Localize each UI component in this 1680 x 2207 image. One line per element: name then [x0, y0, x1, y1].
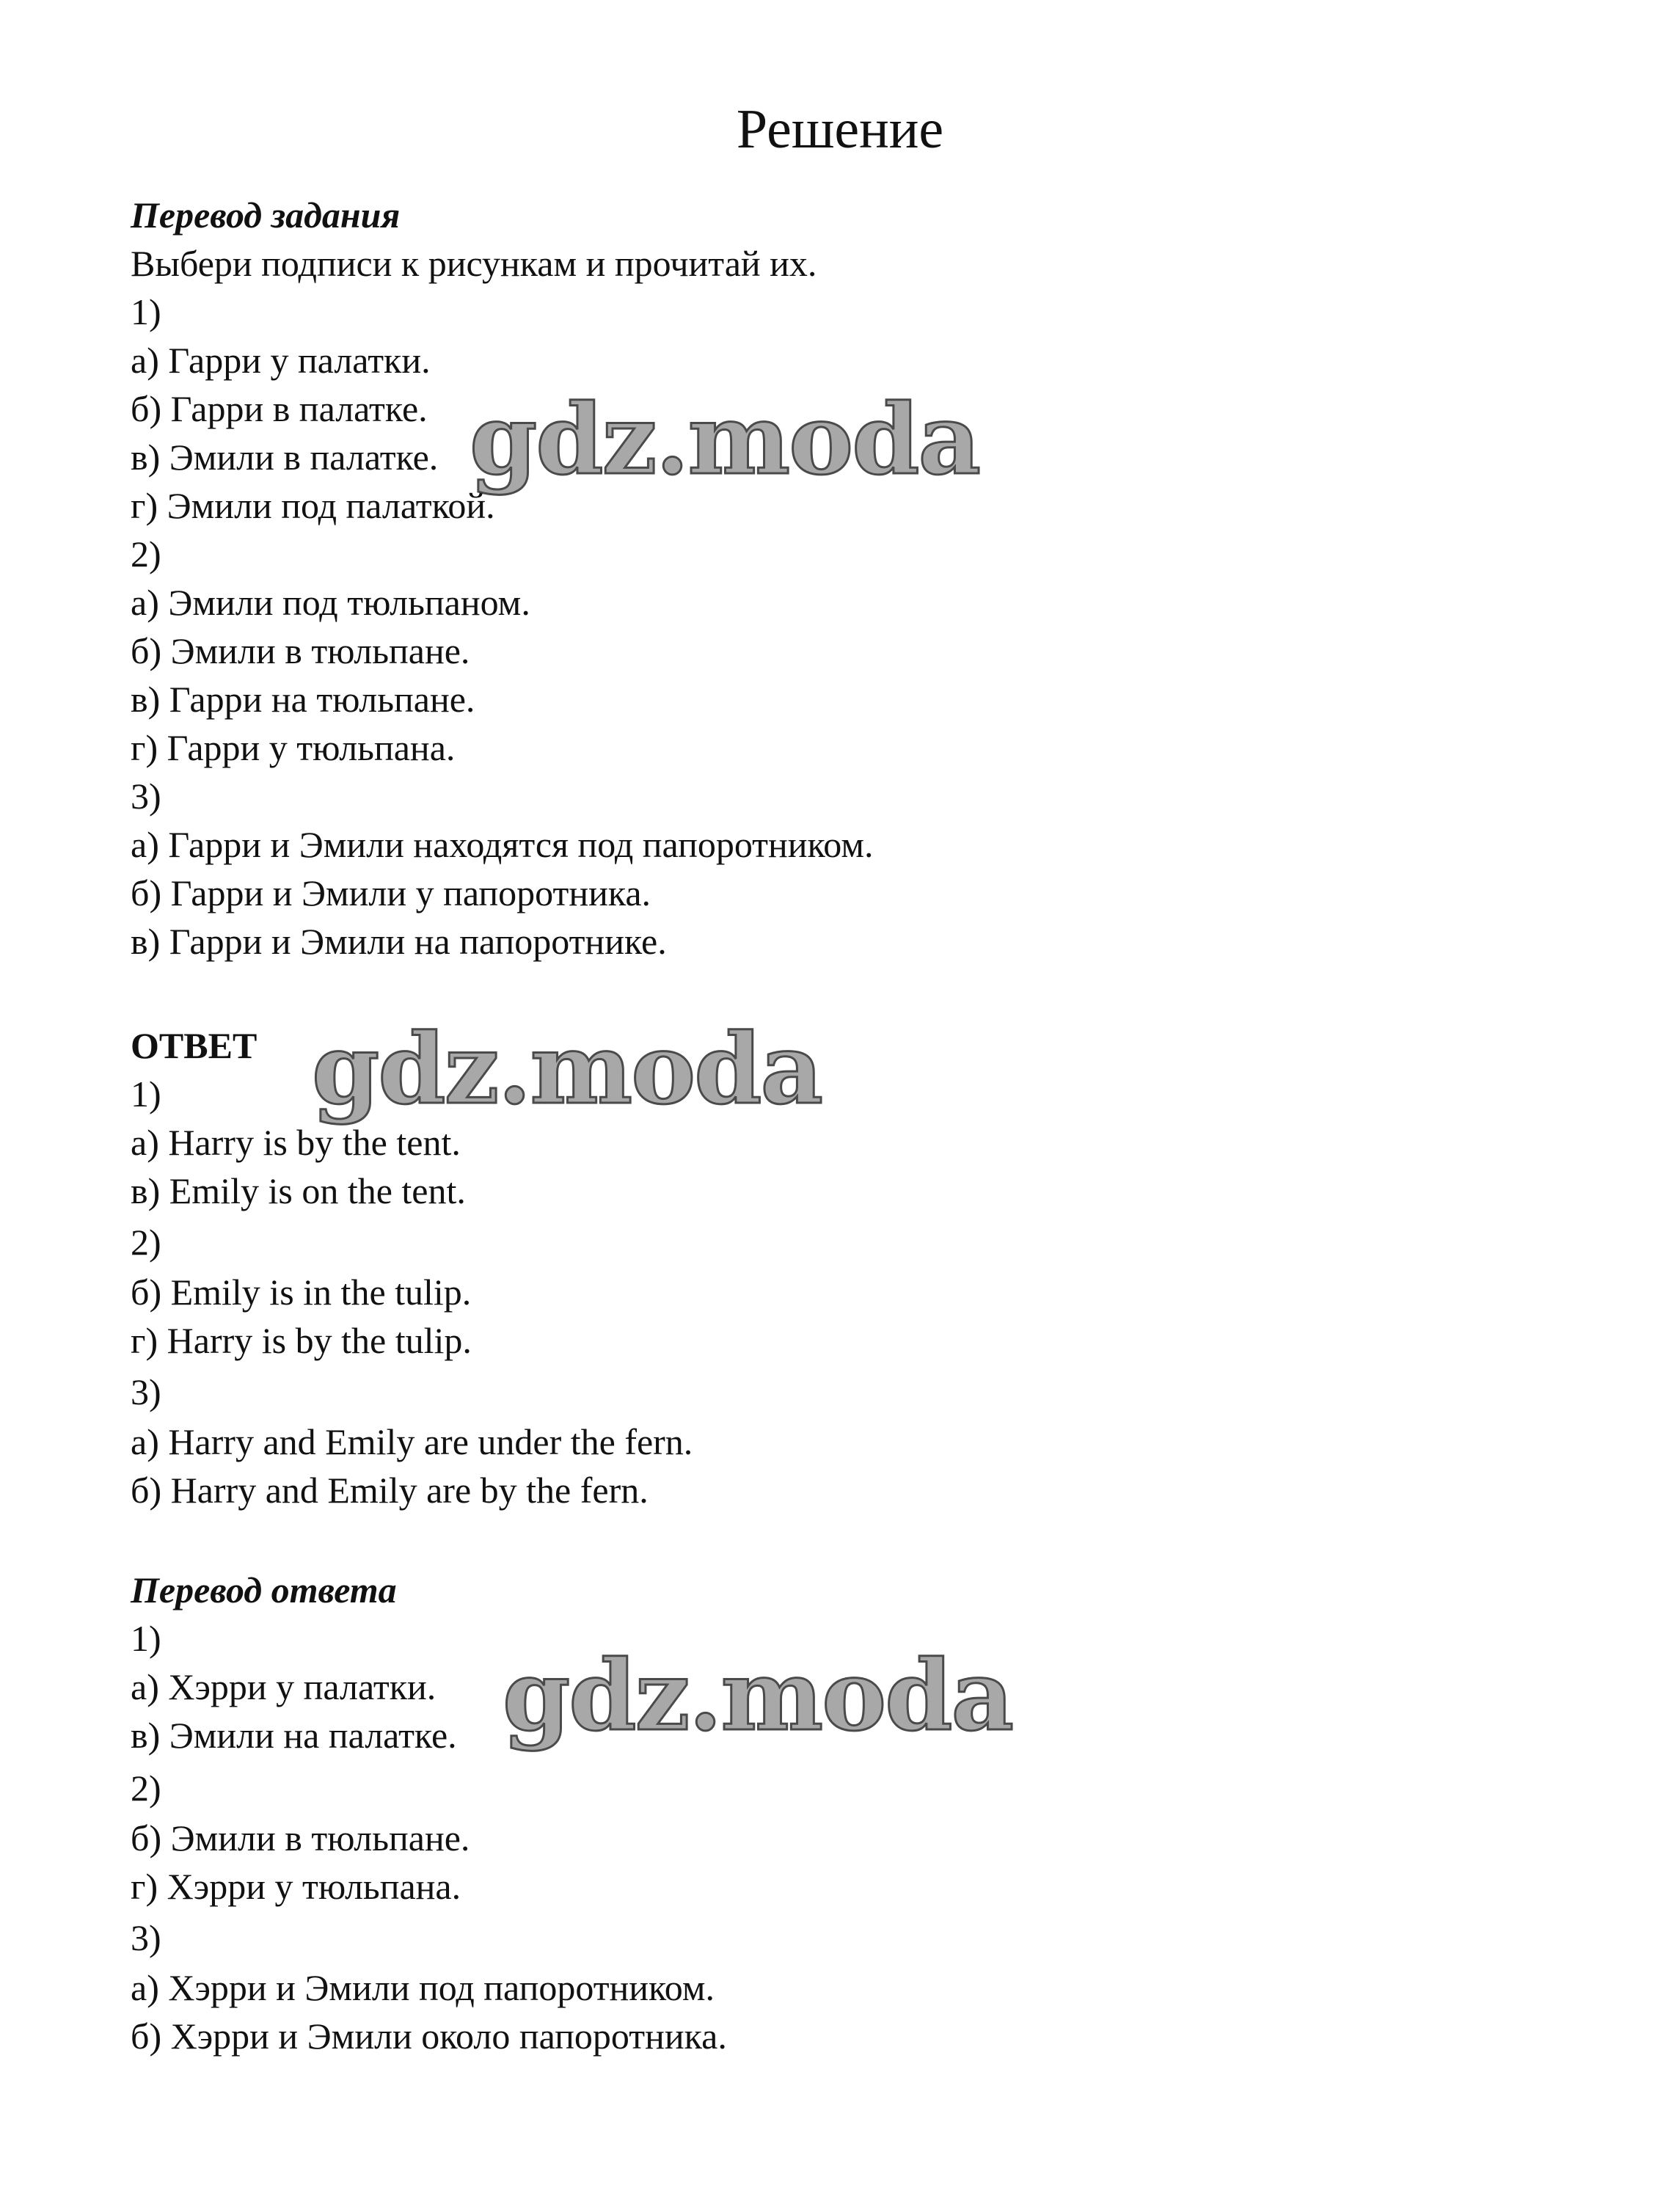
list-item: б) Emily is in the tulip.	[131, 1272, 472, 1313]
group-number: 2)	[131, 1222, 161, 1263]
task-translation-heading: Перевод задания	[131, 194, 401, 236]
group-number: 3)	[131, 1917, 161, 1958]
list-item: г) Гарри у тюльпана.	[131, 727, 456, 768]
list-item: а) Harry is by the tent.	[131, 1122, 461, 1163]
answer-translation-heading: Перевод ответа	[131, 1569, 397, 1610]
group-number: 3)	[131, 776, 161, 817]
list-item: г) Harry is by the tulip.	[131, 1320, 472, 1361]
list-item: б) Эмили в тюльпане.	[131, 630, 470, 671]
group-number: 1)	[131, 1618, 161, 1659]
group-number: 1)	[131, 291, 161, 332]
list-item: б) Хэрри и Эмили около папоротника.	[131, 2016, 727, 2057]
list-item: а) Гарри у палатки.	[131, 340, 431, 381]
group-number: 1)	[131, 1073, 161, 1115]
group-number: 3)	[131, 1371, 161, 1412]
list-item: б) Гарри в палатке.	[131, 388, 428, 429]
list-item: в) Гарри на тюльпане.	[131, 679, 475, 720]
watermark: gdz.moda	[503, 1639, 1013, 1753]
list-item: а) Эмили под тюльпаном.	[131, 582, 530, 623]
group-number: 2)	[131, 1768, 161, 1809]
list-item: а) Harry and Emily are under the fern.	[131, 1421, 693, 1462]
list-item: в) Гарри и Эмили на папоротнике.	[131, 921, 667, 962]
list-item: б) Гарри и Эмили у папоротника.	[131, 872, 651, 913]
page-title: Решение	[736, 98, 944, 160]
list-item: в) Эмили в палатке.	[131, 437, 439, 478]
task-instruction: Выбери подписи к рисункам и прочитай их.	[131, 243, 817, 284]
list-item: а) Хэрри и Эмили под папоротником.	[131, 1967, 715, 2008]
list-item: в) Emily is on the tent.	[131, 1170, 466, 1211]
list-item: б) Harry and Emily are by the fern.	[131, 1470, 649, 1511]
group-number: 2)	[131, 533, 161, 574]
list-item: а) Хэрри у палатки.	[131, 1666, 437, 1707]
watermark: gdz.moda	[470, 383, 980, 497]
list-item: б) Эмили в тюльпане.	[131, 1817, 470, 1858]
list-item: г) Хэрри у тюльпана.	[131, 1866, 461, 1907]
list-item: а) Гарри и Эмили находятся под папоротником.	[131, 824, 874, 865]
list-item: г) Эмили под палаткой.	[131, 485, 495, 526]
list-item: в) Эмили на палатке.	[131, 1715, 457, 1756]
watermark: gdz.moda	[312, 1013, 822, 1126]
answer-heading: ОТВЕТ	[131, 1025, 258, 1066]
